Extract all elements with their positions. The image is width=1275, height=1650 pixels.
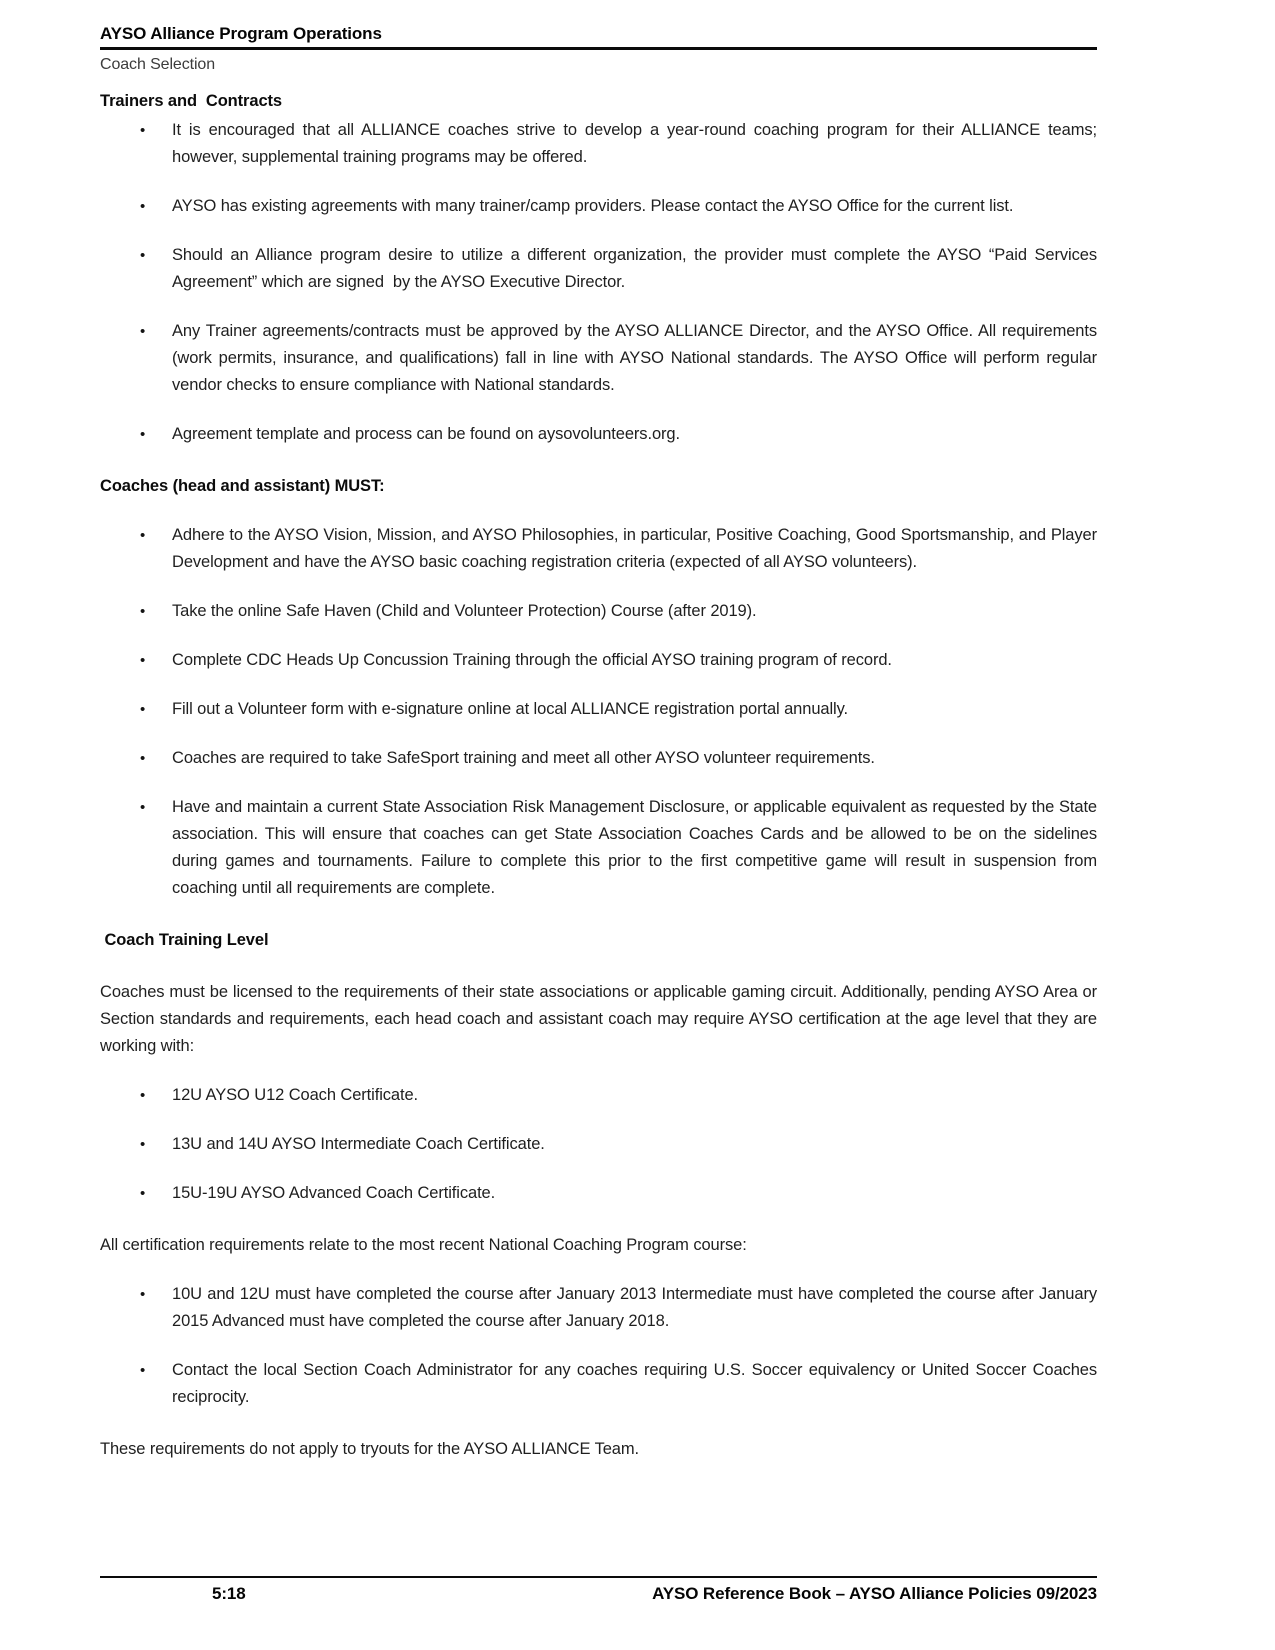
header-title: AYSO Alliance Program Operations	[100, 24, 1097, 50]
bullet-icon: •	[140, 750, 146, 767]
paragraph: All certification requirements relate to the most recent National Coaching Program course:	[100, 1236, 747, 1254]
bullet-icon: •	[140, 701, 146, 718]
bullet-item	[100, 1131, 1097, 1158]
bullet-item	[100, 647, 1097, 674]
content	[100, 88, 1097, 1463]
bullet-icon: •	[140, 527, 146, 544]
footer-page-number: 5:18	[212, 1584, 246, 1603]
bullet-icon: •	[140, 122, 146, 139]
bullet-item	[100, 745, 1097, 772]
footer-row	[100, 1584, 1097, 1604]
section-heading: Coach Training Level	[100, 931, 269, 949]
bullet-item	[100, 421, 1097, 448]
page-header	[100, 24, 1097, 74]
bullet-icon: •	[140, 1185, 146, 1202]
bullet-icon: •	[140, 198, 146, 215]
bullet-text: It is encouraged that all ALLIANCE coaches strive to develop a year-round coaching program for their ALLIANCE teams; however, supplemental training programs may be offered.	[172, 121, 1097, 166]
bullet-text: Any Trainer agreements/contracts must be approved by the AYSO ALLIANCE Director, and the AYSO Office. All requirements (work permits, insurance, and qualifications) fall in line with AYSO National standards. The AYSO Office will perform regular vendor checks to ensure compliance with National standards.	[172, 322, 1097, 394]
bullet-text: Complete CDC Heads Up Concussion Training through the official AYSO training program of record.	[172, 651, 892, 669]
bullet-text: Fill out a Volunteer form with e-signature online at local ALLIANCE registration portal annually.	[172, 700, 849, 718]
bullet-icon: •	[140, 1136, 146, 1153]
footer-book-title: AYSO Reference Book – AYSO Alliance Policies 09/2023	[652, 1584, 1097, 1603]
header-subtitle: Coach Selection	[100, 56, 216, 73]
bullet-text: Coaches are required to take SafeSport training and meet all other AYSO volunteer requirements.	[172, 749, 875, 767]
bullet-item	[100, 598, 1097, 625]
bullet-icon: •	[140, 652, 146, 669]
bullet-item	[100, 1357, 1097, 1411]
bullet-icon: •	[140, 799, 146, 816]
bullet-text: Agreement template and process can be found on aysovolunteers.org.	[172, 425, 680, 443]
bullet-item	[100, 1281, 1097, 1335]
bullet-item	[100, 1180, 1097, 1207]
bullet-text: Adhere to the AYSO Vision, Mission, and AYSO Philosophies, in particular, Positive Coaching, Good Sportsmanship, and Player Development and have the AYSO basic coaching registration criteria (expected of all AYSO volunteers).	[172, 526, 1097, 571]
bullet-item	[100, 1082, 1097, 1109]
bullet-item	[100, 522, 1097, 576]
bullet-icon: •	[140, 1087, 146, 1104]
bullet-text: Have and maintain a current State Association Risk Management Disclosure, or applicable equivalent as requested by the State association. This will ensure that coaches can get State Association Coaches Cards and be allowed to be on the sidelines during games and tournaments. Failure to complete this prior to the first competitive game will result in suspension from coaching until all requirements are complete.	[172, 798, 1097, 897]
paragraph: These requirements do not apply to tryouts for the AYSO ALLIANCE Team.	[100, 1440, 640, 1458]
bullet-text: AYSO has existing agreements with many trainer/camp providers. Please contact the AYSO Office for the current list.	[172, 197, 1014, 215]
section-heading: Coaches (head and assistant) MUST:	[100, 477, 385, 495]
bullet-text: Take the online Safe Haven (Child and Volunteer Protection) Course (after 2019).	[172, 602, 757, 620]
bullet-text: Should an Alliance program desire to utilize a different organization, the provider must complete the AYSO “Paid Services Agreement” which are signed by the AYSO Executive Director.	[172, 246, 1097, 291]
bullet-icon: •	[140, 1362, 146, 1379]
bullet-item	[100, 193, 1097, 220]
paragraph: Coaches must be licensed to the requirements of their state associations or applicable gaming circuit. Additionally, pending AYSO Area or Section standards and requirements, each head coach and assistant coach may require AYSO certification at the age level that they are working with:	[100, 983, 1097, 1055]
bullet-icon: •	[140, 426, 146, 443]
bullet-item	[100, 242, 1097, 296]
bullet-icon: •	[140, 1286, 146, 1303]
bullet-item	[100, 696, 1097, 723]
bullet-icon: •	[140, 603, 146, 620]
bullet-text: 13U and 14U AYSO Intermediate Coach Certificate.	[172, 1135, 545, 1153]
bullet-icon: •	[140, 323, 146, 340]
bullet-item	[100, 794, 1097, 902]
bullet-text: 10U and 12U must have completed the course after January 2013 Intermediate must have completed the course after January 2015 Advanced must have completed the course after January 2018.	[172, 1285, 1097, 1330]
bullet-text: 15U-19U AYSO Advanced Coach Certificate.	[172, 1184, 496, 1202]
bullet-text: 12U AYSO U12 Coach Certificate.	[172, 1086, 419, 1104]
bullet-text: Contact the local Section Coach Administrator for any coaches requiring U.S. Soccer equivalency or United Soccer Coaches reciprocity.	[172, 1361, 1097, 1406]
bullet-item	[100, 318, 1097, 399]
section-heading: Trainers and Contracts	[100, 92, 283, 110]
bullet-icon: •	[140, 247, 146, 264]
bullet-item	[100, 117, 1097, 171]
page-footer	[100, 1576, 1097, 1604]
